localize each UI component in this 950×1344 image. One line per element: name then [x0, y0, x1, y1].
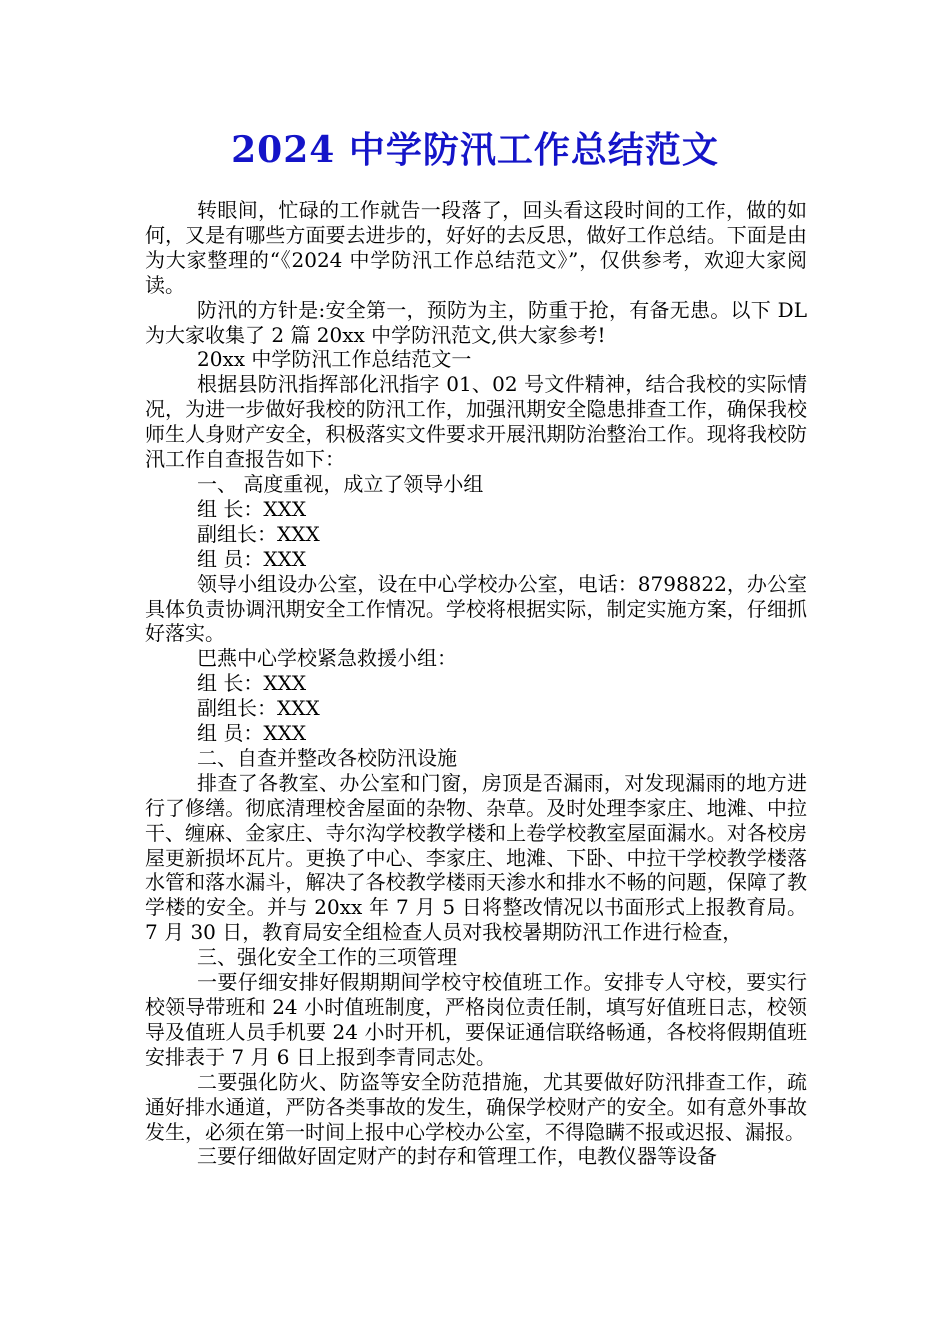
document-title: 2024 中学防汛工作总结范文 [231, 129, 719, 171]
paragraph-policy: 防汛的方针是:安全第一，预防为主，防重于抢，有备无患。以下 DL 为大家收集了 2 篇 20xx 中学防汛范文,供大家参考! [145, 297, 807, 347]
paragraph: 根据县防汛指挥部化汛指字 01、02 号文件精神，结合我校的实际情况，为进一步做好我校的防汛工作，加强汛期安全隐患排查工作，确保我校师生人身财产安全，积极落实文件要求开展汛期防治整治工作。现将我校防汛工作自查报告如下： [145, 372, 807, 472]
section-heading: 三、强化安全工作的三项管理 [197, 945, 457, 970]
paragraph: 三要仔细做好固定财产的封存和管理工作，电教仪器等设备 [197, 1144, 717, 1169]
list-item: 组 长：XXX [197, 671, 307, 696]
paragraph: 巴燕中心学校紧急救援小组： [197, 646, 457, 671]
list-item: 副组长：XXX [197, 521, 320, 546]
document-body [145, 198, 807, 1169]
section-heading: 一、 高度重视，成立了领导小组 [197, 471, 484, 496]
list-item: 组 员：XXX [197, 546, 307, 571]
paragraph: 领导小组设办公室，设在中心学校办公室，电话：8798822，办公室具体负责协调汛期安全工作情况。学校将根据实际，制定实施方案，仔细抓好落实。 [145, 571, 807, 646]
list-item: 组 长：XXX [197, 496, 307, 521]
list-item: 组 员：XXX [197, 721, 307, 746]
paragraph: 二要强化防火、防盗等安全防范措施，尤其要做好防汛排查工作，疏通好排水通道，严防各类事故的发生，确保学校财产的安全。如有意外事故发生，必须在第一时间上报中心学校办公室，不得隐瞒不报或迟报、漏报。 [145, 1069, 807, 1144]
paragraph: 一要仔细安排好假期期间学校守校值班工作。安排专人守校，要实行校领导带班和 24 小时值班制度，严格岗位责任制，填写好值班日志，校领导及值班人员手机要 24 小时开机，要保证通信联络畅通，各校将假期值班安排表于 7 月 6 日上报到李青同志处。 [145, 970, 807, 1069]
list-item: 副组长：XXX [197, 696, 320, 721]
section-heading-sample-one: 20xx 中学防汛工作总结范文一 [197, 347, 472, 372]
paragraph: 排查了各教室、办公室和门窗，房顶是否漏雨，对发现漏雨的地方进行了修缮。彻底清理校舍屋面的杂物、杂草。及时处理李家庄、地滩、中拉干、缠麻、金家庄、寺尔沟学校教学楼和上卷学校教室屋面漏水。对各校房屋更新损坏瓦片。更换了中心、李家庄、地滩、下卧、中拉干学校教学楼落水管和落水漏斗，解决了各校教学楼雨天渗水和排水不畅的问题，保障了教学楼的安全。并与 20xx 年 7 月 5 日将整改情况以书面形式上报教育局。7 月 30 日，教育局安全组检查人员对我校暑期防汛工作进行检查， [145, 770, 807, 945]
section-heading: 二、自查并整改各校防汛设施 [197, 745, 457, 770]
paragraph-intro: 转眼间，忙碌的工作就告一段落了，回头看这段时间的工作，做的如何，又是有哪些方面要去进步的，好好的去反思，做好工作总结。下面是由为大家整理的“《2024 中学防汛工作总结范文》”，仅供参考，欢迎大家阅读。 [145, 198, 807, 297]
